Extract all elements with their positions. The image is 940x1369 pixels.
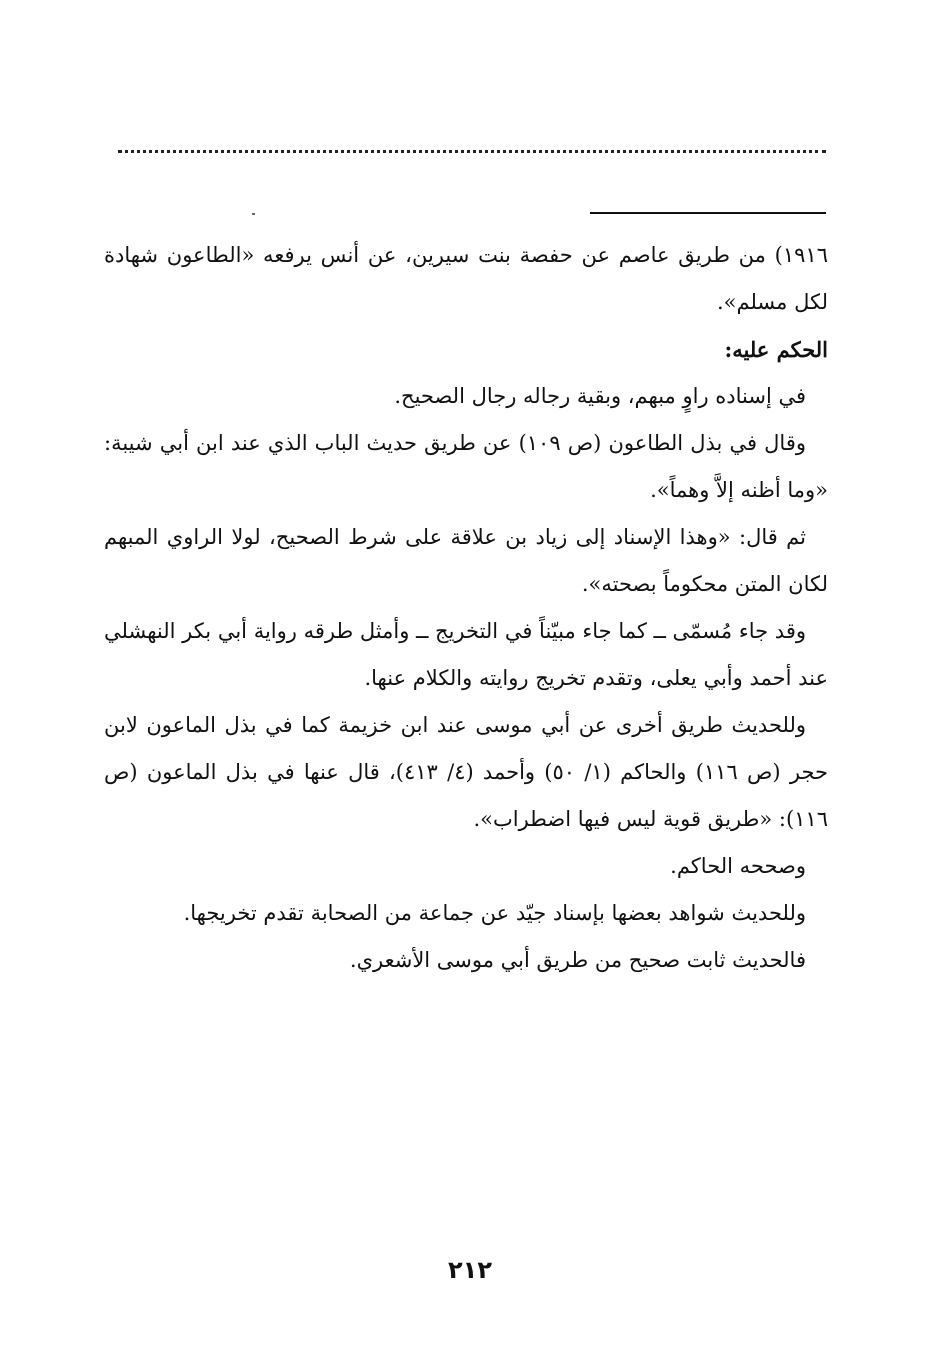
scan-speck <box>252 213 255 215</box>
paragraph: ثم قال: «وهذا الإسناد إلى زياد بن علاقة على شرط الصحيح، لولا الراوي المبهم لكان المتن محكوماً بصحته». <box>104 525 828 596</box>
section-heading: الحكم عليه: <box>724 337 828 362</box>
footnote-rule <box>590 212 826 214</box>
paragraph: في إسناده راوٍ مبهم، وبقية رجاله رجال الصحيح. <box>394 384 806 408</box>
paragraph: وللحديث طريق أخرى عن أبي موسى عند ابن خزيمة كما في بذل الماعون لابن حجر (ص ١١٦) والحاكم (١/ ٥٠) وأحمد (٤/ ٤١٣)، قال عنها في بذل الماعون (ص ١١٦): «طريق قوية ليس فيها اضطراب». <box>104 713 828 831</box>
footnote-text: ١٩١٦) من طريق عاصم عن حفصة بنت سيرين، عن أنس يرفعه «الطاعون شهادة لكل مسلم». <box>104 243 828 314</box>
paragraph: وصححه الحاكم. <box>670 854 806 878</box>
dotted-separator <box>118 150 826 153</box>
page-body <box>104 232 828 984</box>
paragraph: فالحديث ثابت صحيح من طريق أبي موسى الأشعري. <box>349 948 806 972</box>
paragraph: وللحديث شواهد بعضها بإسناد جيّد عن جماعة من الصحابة تقدم تخريجها. <box>183 901 806 925</box>
paragraph: وقال في بذل الطاعون (ص ١٠٩) عن طريق حديث الباب الذي عند ابن أبي شيبة: «وما أظنه إلاَّ وهماً». <box>104 431 828 502</box>
paragraph: وقد جاء مُسمّى ــ كما جاء مبيّناً في التخريج ــ وأمثل طرقه رواية أبي بكر النهشلي عند أحمد وأبي يعلى، وتقدم تخريج روايته والكلام عنها. <box>104 619 828 690</box>
page-number: ٢١٢ <box>448 1256 492 1284</box>
